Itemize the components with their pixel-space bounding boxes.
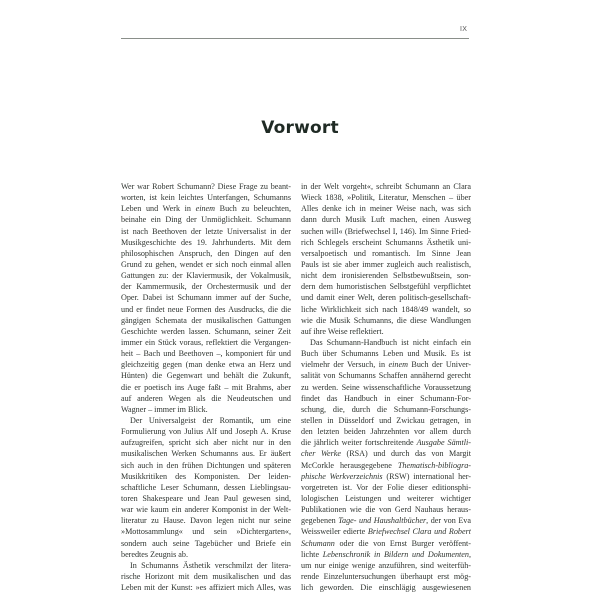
text-line: dern dem humoristischen Selbstgefühl verpflichtet (301, 282, 471, 292)
text-line (301, 538, 471, 549)
text-line: schung, die, durch die Schumann-Forschungs- (301, 404, 471, 414)
text-line: beinahe ein Ding der Unmöglichkeit. Schumann (121, 215, 291, 225)
text-line: rich Schlegels erscheint Schumanns Ästhetik uni- (301, 237, 471, 247)
text-line: um nur einige wenige anzuführen, sind weiterfüh- (301, 560, 471, 570)
text-line: Grund zu gehen, wendet er sich noch einmal allen (121, 259, 291, 269)
text-run: , (468, 549, 471, 559)
text-line (301, 526, 471, 537)
text-line: der Kammermusik, der Orchestermusik und der (121, 282, 291, 292)
text-line: beredtes Zeugnis ab. (121, 549, 189, 559)
text-line: Wagner – immer im Blick. (121, 404, 208, 414)
text-line: toren Shakespeare und Jean Paul gewesen sind, (121, 493, 291, 503)
text-line: In Schumanns Ästhetik verschmilzt der litera- (130, 560, 291, 570)
text-line: Pauls ist sie aber immer zugleich auch realistisch, (301, 259, 471, 269)
text-line: wie die Musik Schumanns, die diese Wandlungen (301, 315, 471, 325)
italic-title: Schumann (301, 538, 335, 548)
text-run: McCorkle herausgegebene (301, 460, 398, 470)
text-line: rende Einzeluntersuchungen überhaupt erst mög- (301, 571, 471, 581)
chapter-title: Vorwort (261, 118, 339, 138)
text-run: lichte (301, 549, 323, 559)
text-line (301, 460, 471, 471)
italic-title: Thematisch-bibliogra- (397, 460, 471, 470)
text-line (301, 448, 471, 459)
text-run: Weissweiler edierte (301, 527, 368, 537)
italic-title: Lebenschronik in Bildern und Dokumenten (322, 549, 469, 559)
text-line: Wer war Robert Schumann? Diese Frage zu beant- (121, 182, 291, 191)
italic-title: einem (388, 360, 408, 370)
text-line: versalpoetisch und romantisch. Im Sinne Jean (301, 248, 471, 258)
text-line: aufzugreifen, spricht sich aber nicht nur in den (121, 438, 291, 448)
text-run: oder die von Ernst Burger veröffent- (334, 538, 471, 548)
text-line: Alles denke ich in meiner Weise nach, was sich (301, 204, 471, 214)
text-line: philosophischen Anspruch, den Dingen auf den (121, 248, 291, 258)
text-run: (RSA) und durch das von Margit (340, 449, 471, 459)
text-line: die er poetisch ins Auge faßt – mit Brahms, aber (121, 382, 291, 392)
text-line: Geschichte werden lassen. Schumann, seiner Zeit (121, 326, 291, 336)
text-line: Publikationen wie die von Gerd Nauhaus heraus- (301, 505, 471, 515)
text-line: schaftliche Leser Schumann, dessen Lieblingsau- (121, 482, 291, 492)
text-line: musikalischen Werken Schumanns aus. Er äußert (121, 449, 291, 459)
italic-title: Briefwechsel Clara und Robert (367, 527, 471, 537)
text-line (301, 515, 471, 526)
text-run: die jährlich weiter fortschreitende (301, 438, 417, 448)
text-line: war wie kaum ein anderer Komponist in der Welt- (121, 505, 291, 515)
text-line (301, 549, 471, 560)
text-line: Der Universalgeist der Romantik, um eine (130, 415, 291, 425)
text-line: sondern auch seine Tagebücher und Briefe ein (121, 538, 291, 548)
text-line: zu werden. Seine wissenschaftliche Voraussetzung (301, 382, 471, 392)
text-line: vorgetreten ist. Vor der Folie dieser editionsphi- (301, 482, 471, 492)
text-line: Gattungen zu: der Klaviermusik, der Vokalmusik, (121, 271, 291, 281)
text-column-right (301, 181, 471, 593)
text-line: Formulierung von Julius Alf und Joseph A. Kruse (121, 427, 291, 437)
text-line: gleichzeitig gegen (man denke etwa an Herz und (121, 360, 291, 370)
text-line (121, 203, 291, 214)
text-line: suchen will« (Briefwechsel I, 146). Im Sinne Fried- (301, 226, 471, 236)
text-line: lologischen Leistungen und weiterer wichtiger (301, 493, 471, 503)
italic-title: cher Werke (301, 449, 341, 459)
text-line: rische Horizont mit dem musikalischen und das (121, 571, 291, 581)
text-line: Musikgeschichte des 19. Jahrhunderts. Mit dem (121, 237, 291, 247)
text-run: (RSW) international her- (382, 471, 471, 481)
italic-title: einem (195, 204, 216, 214)
text-run: Leben und Werk in (121, 204, 196, 214)
text-run: , der von Eva (426, 516, 471, 526)
text-line: sich auch in den frühen Dichtungen und späteren (121, 460, 291, 470)
text-line: nicht dem ironisierenden Selbstbewußtsein, son- (301, 271, 471, 281)
text-line: immer ein Stück voraus, reflektiert die Vergangen- (121, 337, 291, 347)
text-line (301, 471, 471, 482)
text-line: in der Welt vorgeht«, schreibt Schumann an Clara (301, 182, 471, 191)
text-line: Leben mit der Kunst: »es affiziert mich Alles, was (121, 583, 291, 593)
page-number: IX (460, 26, 468, 33)
text-run: gegebenen (301, 516, 339, 526)
text-line: lich geworden. Die einschlägig ausgewiesenen (301, 583, 471, 593)
text-line: ist nach Beethoven der letzte Universalist in der (121, 226, 291, 236)
text-line: auf ihre Weise reflektiert. (301, 326, 384, 336)
text-run: Buch der Univer- (407, 360, 471, 370)
text-line: Musikkritiken des Komponisten. Der leiden- (121, 471, 291, 481)
text-line: Hünten) die Gegenwart und behält die Zukunft, (121, 371, 291, 381)
text-line: stellen in Düsseldorf und Zwickau getragen, in (301, 415, 471, 425)
header-rule (121, 38, 469, 39)
text-line: den letzten beiden Jahrzehnten vor allem durch (301, 427, 471, 437)
text-line: und damit einer Welt, deren politisch-gesellschaft- (301, 293, 471, 303)
text-line (301, 359, 471, 370)
text-line: »Mottosammlung« und sein »Dichtergarten«, (121, 527, 291, 537)
text-line: Das Schumann-Handbuch ist nicht einfach ein (310, 337, 471, 347)
text-column-left (121, 181, 291, 593)
text-line: worten, ist kein leichtes Unterfangen, Schumanns (121, 193, 291, 203)
text-line: findet das Handbuch in einer Schumann-For- (301, 393, 471, 403)
text-line: und er findet neue Formen des Ausdrucks, die die (121, 304, 291, 314)
text-line: literatur zu Hause. Davon legen nicht nur seine (121, 516, 291, 526)
italic-title: Tage- und Haushaltbücher (338, 516, 427, 526)
text-line: Buch über Schumanns Leben und Musik. Es ist (301, 349, 471, 359)
text-line: heit – Bach und Beethoven –, komponiert für und (121, 349, 291, 359)
text-line: auf anderen Wegen als die Neudeutschen und (121, 393, 291, 403)
text-run: Buch zu beleuchten, (215, 204, 291, 214)
text-line: dann durch Musik Luft machen, einen Ausweg (301, 215, 471, 225)
italic-title: Ausgabe Sämtli- (416, 438, 471, 448)
text-line (301, 437, 471, 448)
text-run: vielmehr der Versuch, in (301, 360, 389, 370)
text-line: salität von Schumanns Schaffen annähernd gerecht (301, 371, 471, 381)
text-line: Wieck 1838, »Politik, Literatur, Menschen – über (301, 193, 471, 203)
text-line: Oper. Dabei ist Schumann immer auf der Suche, (121, 293, 291, 303)
italic-title: phische Werkverzeichnis (301, 471, 383, 481)
text-line: gängigen Schemata der musikalischen Gattungen (121, 315, 291, 325)
text-line: liche Wirklichkeit sich nach 1848/49 wandelt, so (301, 304, 471, 314)
